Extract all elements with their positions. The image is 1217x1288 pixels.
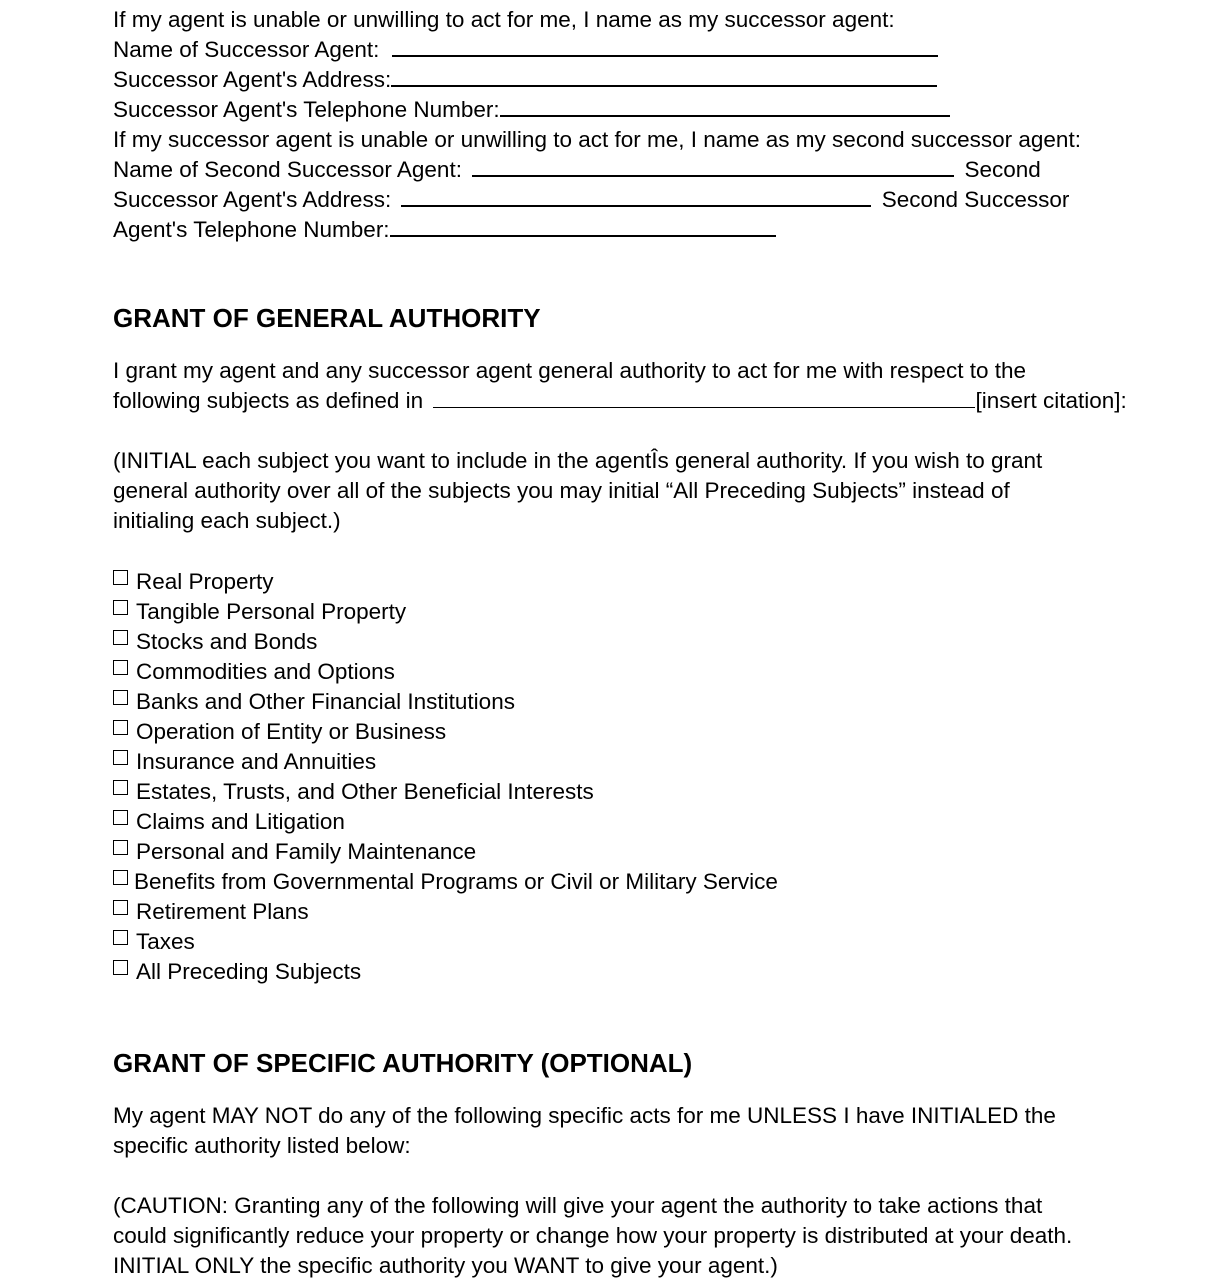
second-successor-phone-label: Agent's Telephone Number:: [113, 217, 390, 242]
spacer: [113, 536, 1203, 567]
checkbox[interactable]: [113, 900, 128, 915]
caution-line2: could significantly reduce your property or change how your property is distributed at your death.: [113, 1223, 1073, 1248]
general-authority-instruction-line2: general authority over all of the subjects you may initial “All Preceding Subjects” instead of: [113, 478, 1010, 503]
subject-item: [113, 627, 1203, 657]
general-authority-instruction-line3: initialing each subject.): [113, 508, 341, 533]
second-successor-address-trailing: Second Successor: [881, 187, 1070, 212]
general-authority-para-line2: [113, 386, 1203, 416]
successor-name-field[interactable]: [392, 35, 938, 57]
spacer: [113, 987, 1203, 1048]
successor-intro: If my agent is unable or unwilling to act for me, I name as my successor agent:: [113, 7, 895, 32]
subject-label: Operation of Entity or Business: [136, 719, 447, 744]
caution-line1: (CAUTION: Granting any of the following will give your agent the authority to take actions that: [113, 1193, 1043, 1218]
second-successor-address-label: Successor Agent's Address:: [113, 187, 392, 212]
subject-checklist: [113, 567, 1203, 987]
general-authority-para-prefix: following subjects as defined in: [113, 388, 424, 413]
second-successor-phone-row: [113, 215, 1203, 245]
subject-item: [113, 747, 1203, 777]
subject-label: Real Property: [136, 569, 274, 594]
subject-label: Estates, Trusts, and Other Beneficial Interests: [136, 779, 594, 804]
spacer: [113, 245, 1203, 303]
spacer: [113, 333, 1203, 356]
specific-authority-para-line2: specific authority listed below:: [113, 1133, 411, 1158]
subject-label: Claims and Litigation: [136, 809, 345, 834]
checkbox[interactable]: [113, 750, 128, 765]
second-successor-intro: If my successor agent is unable or unwilling to act for me, I name as my second successor agent:: [113, 127, 1081, 152]
subject-label: Insurance and Annuities: [136, 749, 377, 774]
subject-label: Stocks and Bonds: [136, 629, 318, 654]
spacer: [113, 1161, 1203, 1191]
successor-address-row: [113, 65, 1203, 95]
subject-item: [113, 897, 1203, 927]
subject-item: [113, 657, 1203, 687]
general-authority-instruction-line1: (INITIAL each subject you want to include in the agentÎs general authority. If you wish to grant: [113, 448, 1043, 473]
checkbox[interactable]: [113, 870, 128, 885]
citation-field[interactable]: [433, 387, 975, 408]
successor-address-label: Successor Agent's Address:: [113, 67, 392, 92]
subject-item: [113, 957, 1203, 987]
general-authority-para-suffix: [insert citation]:: [975, 388, 1127, 413]
checkbox[interactable]: [113, 600, 128, 615]
successor-address-field[interactable]: [391, 65, 937, 87]
checkbox[interactable]: [113, 570, 128, 585]
specific-authority-heading: GRANT OF SPECIFIC AUTHORITY (OPTIONAL): [113, 1048, 693, 1078]
second-successor-name-label: Name of Second Successor Agent:: [113, 157, 462, 182]
successor-phone-label: Successor Agent's Telephone Number:: [113, 97, 500, 122]
subject-item: [113, 807, 1203, 837]
subject-item: [113, 597, 1203, 627]
subject-item: [113, 567, 1203, 597]
checkbox[interactable]: [113, 660, 128, 675]
general-authority-heading: GRANT OF GENERAL AUTHORITY: [113, 303, 541, 333]
spacer: [113, 416, 1203, 446]
second-successor-name-field[interactable]: [472, 155, 954, 177]
successor-phone-row: [113, 95, 1203, 125]
successor-name-label: Name of Successor Agent:: [113, 37, 380, 62]
subject-label: Banks and Other Financial Institutions: [136, 689, 515, 714]
subject-item: [113, 837, 1203, 867]
checkbox[interactable]: [113, 780, 128, 795]
second-successor-address-field[interactable]: [401, 185, 871, 207]
subject-item: [113, 687, 1203, 717]
second-successor-name-trailing: Second: [964, 157, 1041, 182]
subject-item: [113, 867, 1203, 897]
subject-item: [113, 777, 1203, 807]
general-authority-para-line1: I grant my agent and any successor agent general authority to act for me with respect to the: [113, 358, 1026, 383]
subject-item: [113, 927, 1203, 957]
subject-label: Benefits from Governmental Programs or Civil or Military Service: [134, 869, 778, 894]
checkbox[interactable]: [113, 690, 128, 705]
caution-line3: INITIAL ONLY the specific authority you WANT to give your agent.): [113, 1253, 778, 1278]
spacer: [113, 1078, 1203, 1101]
successor-phone-field[interactable]: [500, 95, 950, 117]
second-successor-name-row: [113, 155, 1203, 185]
second-successor-phone-field[interactable]: [390, 215, 776, 237]
checkbox[interactable]: [113, 720, 128, 735]
successor-name-row: [113, 35, 1203, 65]
document-page: [113, 5, 1203, 1281]
subject-label: All Preceding Subjects: [136, 959, 362, 984]
subject-item: [113, 717, 1203, 747]
checkbox[interactable]: [113, 810, 128, 825]
second-successor-address-row: [113, 185, 1203, 215]
checkbox[interactable]: [113, 630, 128, 645]
subject-label: Commodities and Options: [136, 659, 395, 684]
subject-label: Retirement Plans: [136, 899, 309, 924]
checkbox[interactable]: [113, 930, 128, 945]
checkbox[interactable]: [113, 840, 128, 855]
subject-label: Taxes: [136, 929, 195, 954]
subject-label: Tangible Personal Property: [136, 599, 407, 624]
subject-label: Personal and Family Maintenance: [136, 839, 477, 864]
specific-authority-para-line1: My agent MAY NOT do any of the following specific acts for me UNLESS I have INITIALED the: [113, 1103, 1056, 1128]
checkbox[interactable]: [113, 960, 128, 975]
